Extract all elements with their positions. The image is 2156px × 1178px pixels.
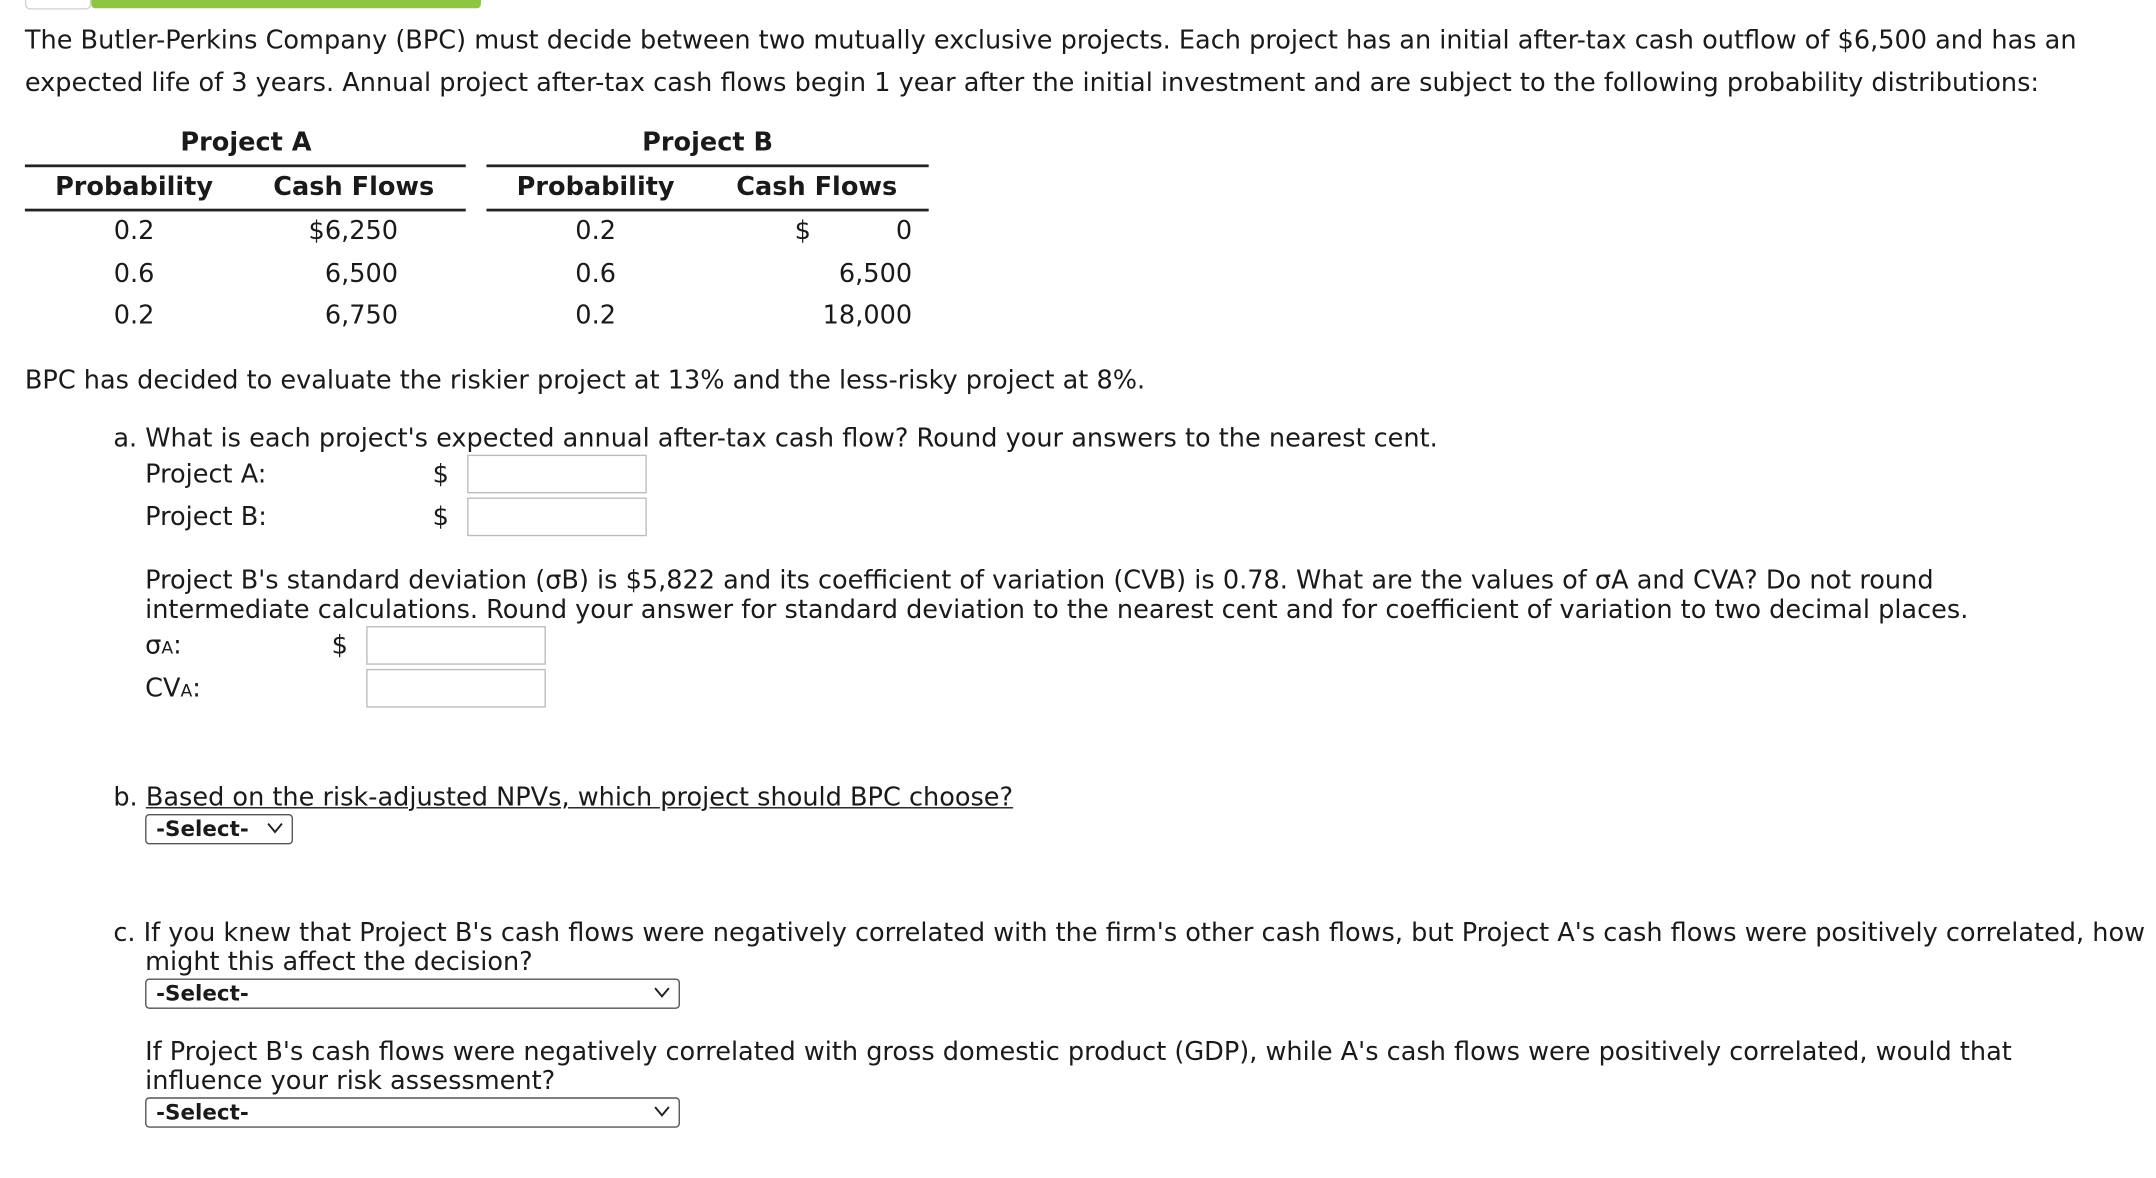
project-a-cash-flows-header: Cash Flows	[273, 172, 435, 202]
cv-a-label	[145, 674, 201, 703]
project-a-expected-cash-flow-input[interactable]	[467, 455, 647, 494]
project-a-prob-1: 0.2	[113, 216, 155, 246]
project-b-cash-2: 6,500	[838, 259, 913, 289]
sigma-a-label	[145, 632, 182, 661]
project-b-prob-1: 0.2	[575, 216, 616, 246]
part-b-question-text: Based on the risk-adjusted NPVs, which project should BPC choose?	[145, 783, 1014, 813]
project-b-cash-flows-header: Cash Flows	[736, 172, 898, 202]
project-a-cash-3: 6,750	[324, 301, 399, 331]
project-a-dollar-sign: $	[432, 460, 449, 490]
project-b-rule	[486, 164, 928, 167]
sigma-a-input[interactable]	[366, 626, 546, 665]
chevron-down-icon	[654, 1104, 671, 1118]
project-b-cash-1: 0	[895, 216, 913, 246]
problem-intro: The Butler-Perkins Company (BPC) must decide between two mutually exclusive projects. Each project has an initial after-tax cash outflow of $6,500 and has an expected life of 3 years. Annual project after-tax cash flows begin 1 year after the initial investment and are subject to the following probability distributions:	[24, 26, 2077, 99]
project-a-rule	[25, 164, 466, 167]
project-a-prob-2: 0.6	[113, 259, 155, 289]
part-c-question: c. If you knew that Project B's cash flows were negatively correlated with the firm's other cash flows, but Project A's cash flows were positively correlated, how might this affect the decision?	[113, 919, 2146, 978]
part-c-decision-select[interactable]	[145, 978, 680, 1008]
part-b-question	[113, 784, 1013, 813]
project-b-cash-3: 18,000	[822, 301, 913, 331]
chevron-down-icon	[654, 985, 671, 999]
sigma-symbol: σ	[145, 631, 162, 661]
project-b-header-rule	[486, 209, 928, 212]
gdp-question: If Project B's cash flows were negatively correlated with gross domestic product (GDP), while A's cash flows were positively correlated, would that influence your risk assessment?	[145, 1037, 2012, 1096]
project-b-dollar-sign: $	[432, 503, 449, 533]
sigma-a-dollar-sign: $	[331, 631, 348, 661]
project-b-answer-label: Project B:	[145, 503, 267, 533]
project-b-expected-cash-flow-input[interactable]	[467, 498, 647, 537]
cv-a-input[interactable]	[366, 669, 546, 708]
part-a-question: a. What is each project's expected annual after-tax cash flow? Round your answers to the nearest cent.	[113, 424, 1438, 454]
part-b-prefix: b.	[113, 783, 146, 813]
tab-stub	[25, 0, 91, 10]
part-b-select-value: -Select-	[156, 816, 249, 842]
cv-colon: :	[192, 674, 201, 704]
project-a-cash-1: $6,250	[308, 216, 399, 246]
project-a-probability-header: Probability	[55, 172, 214, 202]
sigma-subscript: A	[161, 637, 174, 658]
project-a-cash-2: 6,500	[324, 259, 399, 289]
project-b-probability-header: Probability	[516, 172, 675, 202]
cv-symbol: CV	[145, 674, 181, 704]
project-a-header: Project A	[180, 128, 312, 158]
cv-subscript: A	[180, 679, 193, 701]
evaluation-note: BPC has decided to evaluate the riskier project at 13% and the less-risky project at 8%.	[24, 366, 1146, 396]
project-b-dollar-1: $	[794, 216, 811, 246]
part-b-project-select[interactable]	[145, 814, 293, 844]
sigma-colon: :	[173, 631, 182, 661]
project-b-prob-3: 0.2	[575, 301, 616, 331]
chevron-down-icon	[267, 821, 284, 835]
part-c-select-value: -Select-	[156, 981, 249, 1007]
project-a-header-rule	[25, 209, 466, 212]
std-deviation-question: Project B's standard deviation (σB) is $5,822 and its coefficient of variation (CVB) is 0.78. What are the values of σA and CVA? Do not round intermediate calculations. Round your answer for standard deviation to the nearest cent and for coefficient of variation to two decimal places.	[145, 566, 1969, 625]
project-a-prob-3: 0.2	[113, 301, 155, 331]
gdp-select-value: -Select-	[156, 1100, 249, 1125]
project-b-header: Project B	[642, 128, 773, 158]
project-a-answer-label: Project A:	[145, 460, 267, 490]
progress-bar	[91, 0, 481, 8]
project-b-prob-2: 0.6	[575, 259, 616, 289]
gdp-risk-select[interactable]	[145, 1097, 680, 1127]
